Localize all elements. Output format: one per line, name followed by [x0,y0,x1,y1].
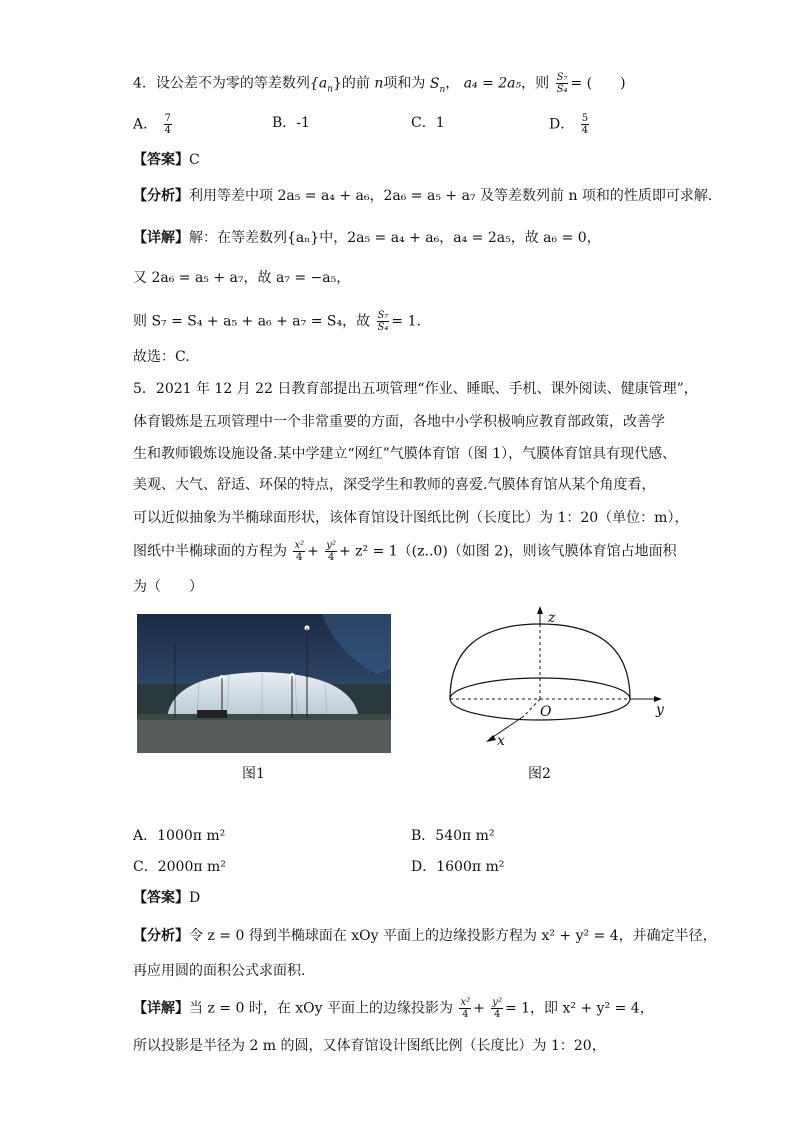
q5-option-b: B．540π m² [411,828,495,844]
q5-option-a: A．1000π m² [133,828,226,844]
q5-option-d: D．1600π m² [411,859,505,875]
q5-detail-1: 【详解】当 z = 0 时，在 xOy 平面上的边缘投影为 $\frac{\text{x²}}{4}$ + $\frac{\text{y²}}{4}$ = 1，即 x² + y² = 4， [133,997,654,1020]
q5-line-6: 图纸中半椭球面的方程为 $\frac{\text{x²}}{4}$ + $\frac{\text{y²}}{4}$ + z² = 1（(z..0)（如图 2)，则该气膜体育馆占地面积 [133,540,677,563]
q5-line-3: 生和教师锻炼设施设备.某中学建立“网红”气膜体育馆（图 1），气膜体育馆具有现代感、 [133,446,677,462]
q5-line-5: 可以近似抽象为半椭球面形状，该体育馆设计图纸比例（长度比）为 1：20（单位：m）， [133,510,689,526]
origin-label: O [540,704,552,720]
q4-detail-1: 【详解】解：在等差数列{aₙ}中，2a₅ = a₄ + a₆，a₄ = 2a₅，故 a₆ = 0， [133,230,601,246]
q5-analysis-1: 【分析】令 z = 0 得到半椭球面在 xOy 平面上的边缘投影方程为 x² + y² = 4，并确定半径， [133,928,717,944]
axis-y-label: y [656,702,664,718]
q5-analysis-2: 再应用圆的面积公式求面积. [133,963,306,979]
figure-1-caption: 图1 [242,766,265,782]
q4-option-d: D． $\frac{5}{4}$ [549,113,589,136]
q4-option-b: B．-1 [272,115,310,131]
q5-answer: 【答案】D [133,890,201,906]
axis-x-label: x [497,733,505,749]
q4-answer: 【答案】C [133,152,200,168]
q4-seq: {a [309,75,328,92]
q5-line-2: 体育锻炼是五项管理中一个非常重要的方面，各地中小学积极响应教育部政策，改善学 [133,414,665,430]
axis-z-label: z [548,610,556,626]
q5-line-1: 5．2021 年 12 月 22 日教育部提出五项管理“作业、睡眠、手机、课外阅读、健康管理”， [133,381,698,397]
q4-fraction: $\frac{\text{S₇}}{\text{S₄}}$ [556,72,568,95]
air-dome-photo [137,614,391,753]
q4-option-c: C．1 [411,115,445,131]
q5-detail-2: 所以投影是半径为 2 m 的圆，又体育馆设计图纸比例（长度比）为 1：20， [133,1038,606,1054]
q4-condition: a₄ = 2a₅ [463,75,522,92]
half-ellipsoid-diagram [440,604,680,754]
figure-2-caption: 图2 [528,766,551,782]
q4-option-a: A． $\frac{7}{4}$ [133,113,171,136]
q4-stem: 4．设公差不为零的等差数列$\{a_n\}$的前 n项和为 $S_n$， a₄ = 2a₅，则 $\frac{\text{S₇}}{\text{S₄}}$ = ( ) [133,72,626,95]
q4-detail-2: 又 2a₆ = a₅ + a₇，故 a₇ = −a₅， [133,270,351,286]
q5-line-4: 美观、大气、舒适、环保的特点，深受学生和教师的喜爱.气膜体育馆从某个角度看， [133,477,656,493]
q4-detail-3: 则 S₇ = S₄ + a₅ + a₆ + a₇ = S₄，故 $\frac{\text{S₇}}{\text{S₄}}$ = 1. [133,310,421,333]
q5-line-7: 为（ ） [133,579,203,595]
q5-option-c: C．2000π m² [133,859,226,875]
q4-analysis: 【分析】利用等差中项 2a₅ = a₄ + a₆，2a₆ = a₅ + a₇ 及等差数列前 n 项和的性质即可求解. [133,188,713,204]
q4-detail-4: 故选：C. [133,349,190,365]
